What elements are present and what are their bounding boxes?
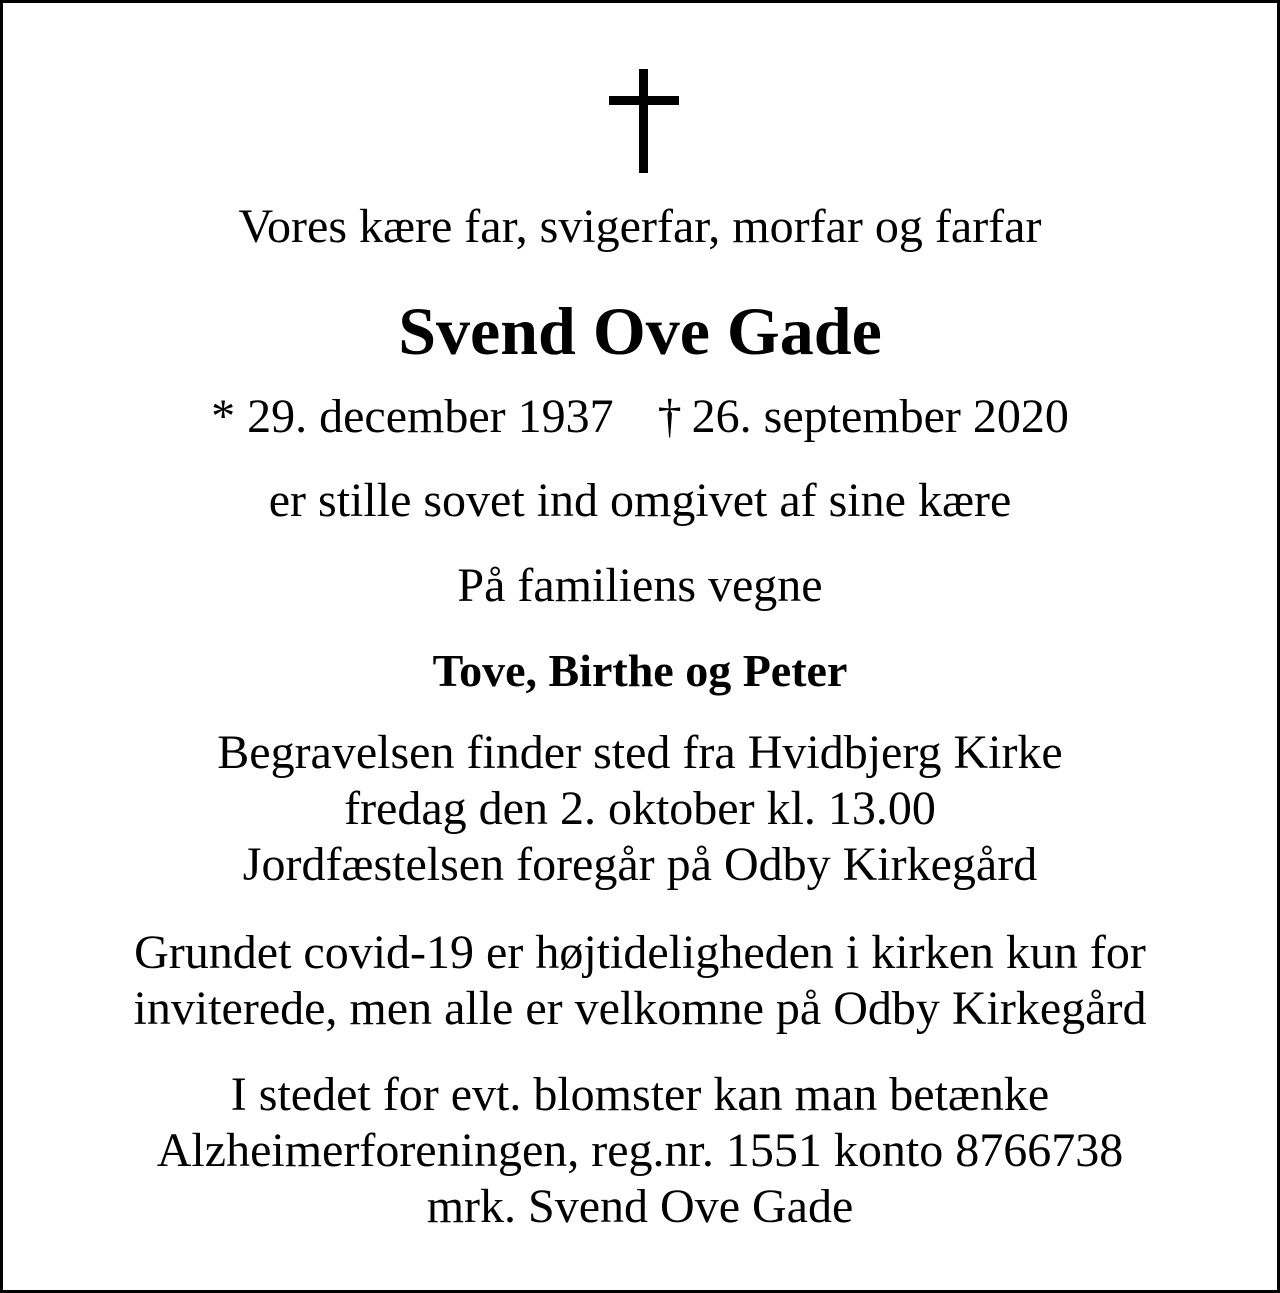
funeral-line: Begravelsen finder sted fra Hvidbjerg Kirke (217, 726, 1063, 779)
donation-line: mrk. Svend Ove Gade (426, 1180, 854, 1233)
donation-line: I stedet for evt. blomster kan man betænke (230, 1068, 1050, 1121)
born-symbol: * (211, 390, 236, 443)
deceased-name: Svend Ove Gade (398, 293, 882, 369)
passing-text: er stille sovet ind omgivet af sine kære (268, 474, 1012, 527)
funeral-line: Jordfæstelsen foregår på Odby Kirkegård (242, 838, 1038, 891)
covid-line: inviterede, men alle er velkomne på Odby Kirkegård (133, 982, 1147, 1035)
funeral-details (3, 725, 1277, 893)
life-dates (3, 389, 1277, 445)
funeral-line: fredag den 2. oktober kl. 13.00 (344, 782, 936, 835)
cross-icon (609, 69, 679, 173)
covid-line: Grundet covid-19 er højtideligheden i kirken kun for (134, 926, 1146, 979)
donation-notice (3, 1067, 1277, 1235)
behalf-text: På familiens vegne (457, 559, 823, 612)
died-date: 26. september 2020 (691, 390, 1069, 443)
donation-line: Alzheimerforeningen, reg.nr. 1551 konto 8766738 (156, 1124, 1124, 1177)
died-symbol: † (657, 390, 682, 443)
born-date: 29. december 1937 (247, 390, 614, 443)
covid-notice (3, 925, 1277, 1037)
intro-text: Vores kære far, svigerfar, morfar og farfar (238, 200, 1042, 253)
family-names: Tove, Birthe og Peter (432, 645, 848, 696)
